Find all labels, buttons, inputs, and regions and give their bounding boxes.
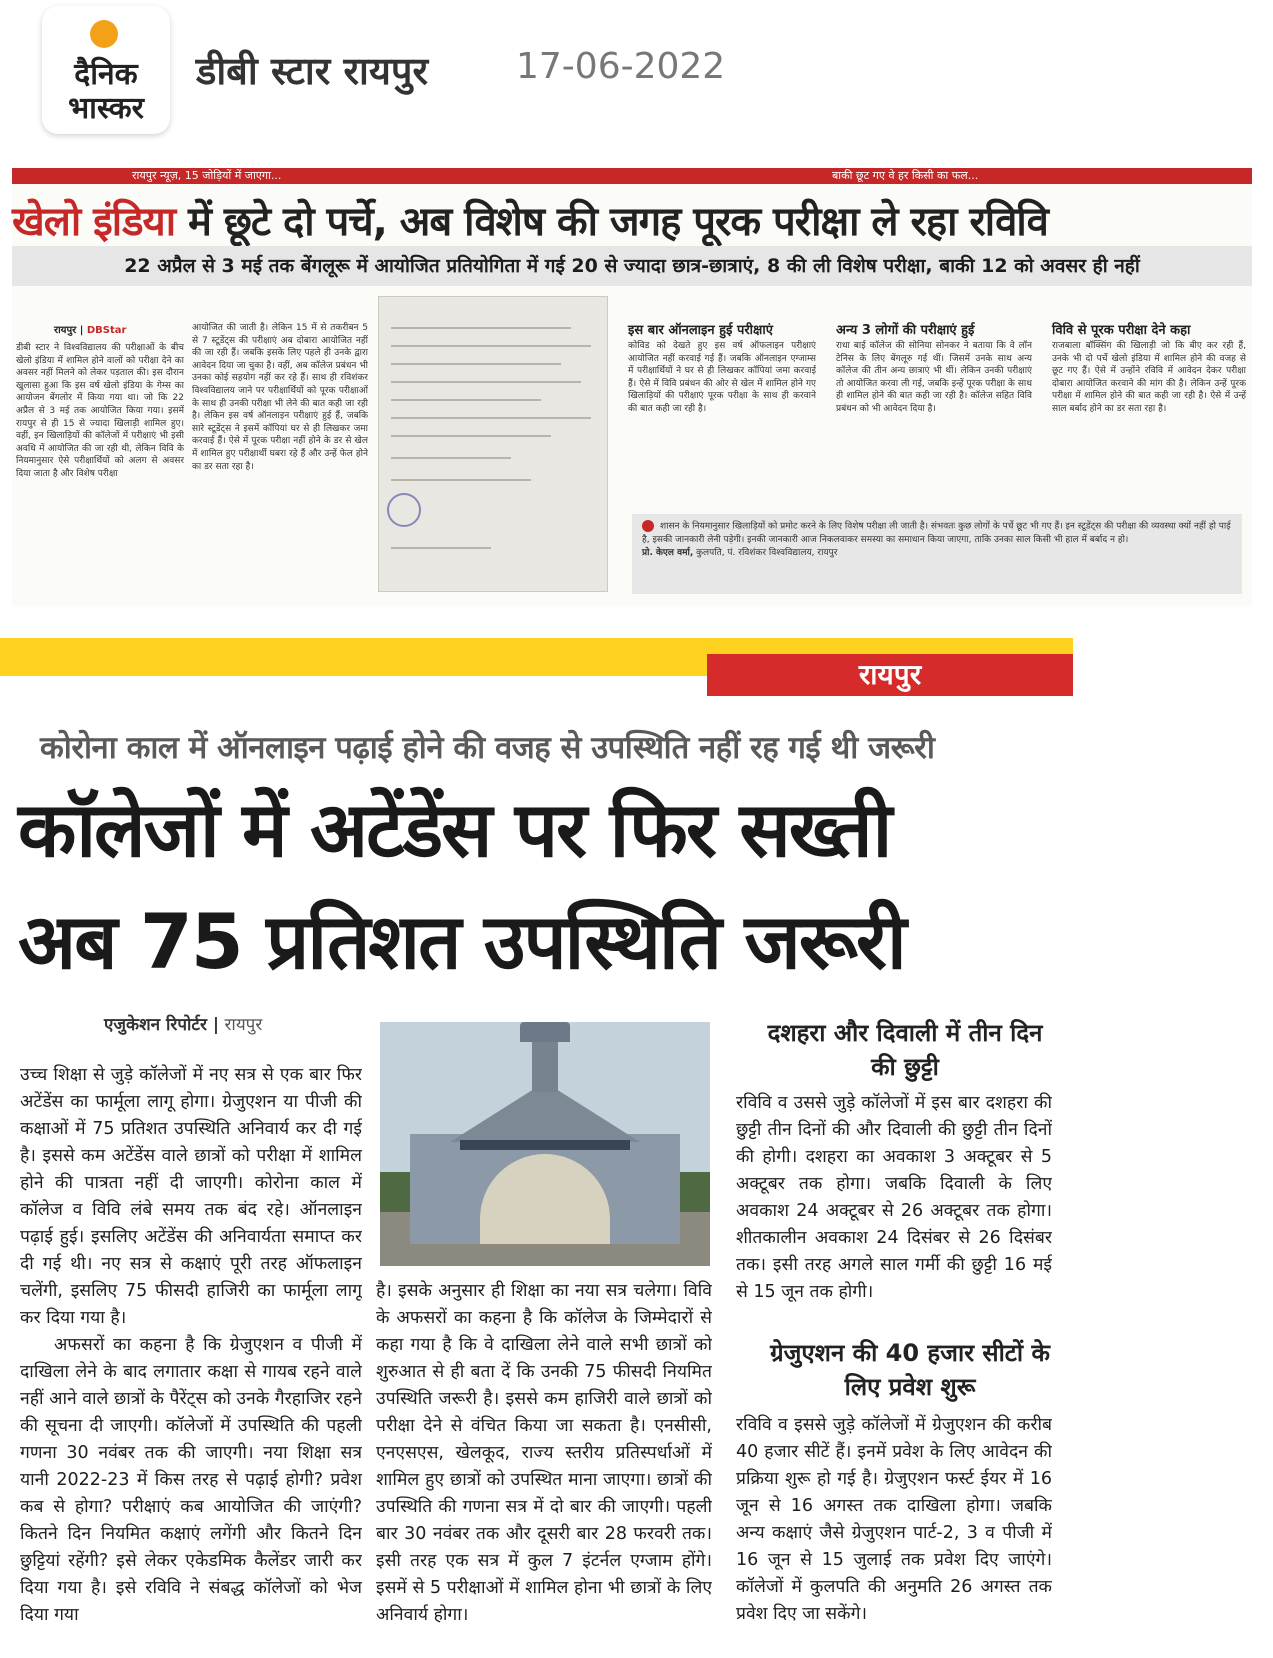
clip1-column-5-heading: विवि से पूरक परीक्षा देने कहा [1052, 323, 1191, 338]
clip2-byline [104, 1012, 262, 1035]
news-clipping-khelo-india [12, 168, 1252, 606]
clip2-subheading-holidays: दशहरा और दिवाली में तीन दिन की छुट्टी [767, 1019, 1043, 1081]
clip2-subheading-admissions: ग्रेजुएशन की 40 हजार सीटों के लिए प्रवेश शुरू [770, 1339, 1050, 1401]
clip1-column-1: डीबी स्टार ने विश्वविद्यालय की परीक्षाओं के बीच खेलो इंडिया में शामिल होने वालों को परीक्षा देने का अवसर नहीं मिलने को लेकर पड़ताल की। इस दौरान खुलासा हुआ कि इस वर्ष खेलो इंडिया के गेम्स का आयोजन बेंगलोर में किया गया था। जो कि 22 अप्रैल से 3 मई तक आयोजित किया गया। इसमें रायपुर से ही 15 से ज्यादा खिलाड़ी शामिल हुए। वहीं, इन खिलाड़ियों की कॉलेजों में परीक्षाएं भी इसी अवधि में आयोजित की जा रही थी, लेकिन विवि के नियमानुसार ऐसे परीक्षार्थियों को अलग से अवसर दिया जाता है और विशेष परीक्षा [16, 343, 184, 479]
byline-reporter: एजुकेशन रिपोर्टर | [104, 1015, 220, 1035]
clip1-column-3-heading: इस बार ऑनलाइन हुई परीक्षाएं [628, 323, 773, 338]
headline-highlight: खेलो इंडिया [12, 199, 176, 245]
stamp-icon [387, 493, 421, 527]
clip2-column-1 [20, 1062, 362, 1658]
clip2-headline-line1: कॉलेजों में अटेंडेंस पर फिर सख्ती [18, 785, 891, 874]
university-gate-photo [380, 1022, 710, 1266]
clip1-subheadline: 22 अप्रैल से 3 मई तक बेंगलूरू में आयोजित प्रतियोगिता में गई 20 से ज्यादा छात्र-छात्राएं, 8 की ली विशेष परीक्षा, बाकी 12 को अवसर ही नहीं [12, 246, 1252, 286]
clip2-headline-line2: अब 75 प्रतिशत उपस्थिति जरूरी [18, 897, 905, 986]
clip1-column-2: आयोजित की जाती है। लेकिन 15 में से तकरीबन 5 से 7 स्टूडेंट्स की परीक्षाएं अब दोबारा आयोजित नहीं की जा रही हैं। जबकि इसके लिए पहले ही उनके द्वारा आवेदन दिया जा चुका है। वहीं, अब कॉलेज प्रबंधन भी उनका कोई सहयोग नहीं कर रहे हैं। साथ ही रविशंकर विश्वविद्यालय जाने पर परीक्षार्थियों को पूरक परीक्षाओं के साथ ही उनकी परीक्षा भी लेने की बात कही जा रही है। लेकिन इस वर्ष ऑनलाइन परीक्षाएं हुई हैं, जबकि सारे स्टूडेंट्स ने इसमें कॉपियां घर से ही लिखकर जमा करवाई हैं। ऐसे में पूरक परीक्षा नहीं होने के डर से खेल में शामिल हुए परीक्षार्थी घबरा रहे हैं और उन्हें फेल होने का डर सता रहा है। [192, 323, 368, 472]
dainik-bhaskar-logo[interactable] [42, 6, 170, 134]
clip2-col1-paragraph-2: अफसरों का कहना है कि ग्रेजुएशन व पीजी में दाखिला लेने के बाद लगातार कक्षा से गायब रहने वाले नहीं आने वाले छात्रों के पैरेंट्स को उनके गैरहाजिर रहने की सूचना दी जाएगी। कॉलेजों में उपस्थिति की पहली गणना 30 नवंबर तक की जाएगी। नया शिक्षा सत्र यानी 2022-23 में किस तरह से पढ़ाई होगी? प्रवेश कब से होगा? परीक्षाएं कब आयोजित की जाएंगी? कितने दिन नियमित कक्षाएं लगेंगी और कितने दिन छुट्टियां रहेंगी? इसे लेकर एकेडमिक कैलेंडर जारी कर दिया गया है। इसे रविवि ने संबद्ध कॉलेजों को भेज दिया गया [20, 1335, 362, 1625]
clip1-byline [54, 322, 126, 336]
logo-text-line1: दैनिक [74, 57, 138, 92]
clip2-column-3-part-2: रविवि व इससे जुड़े कॉलेजों में ग्रेजुएशन की करीब 40 हजार सीटें हैं। इनमें प्रवेश के लिए आवेदन की प्रक्रिया शुरू हो गई है। ग्रेजुएशन फर्स्ट ईयर में 16 जून से 16 अगस्त तक दाखिला होगा। जबकि अन्य कक्षाएं जैसे ग्रेजुएशन पार्ट-2, 3 व पीजी में 16 जून से 15 जुलाई तक प्रवेश दिए जाएंगे। कॉलेजों में कुलपति की अनुमति 26 अगस्त तक प्रवेश दिए जा सकेंगे। [736, 1415, 1052, 1624]
clip2-kicker: कोरोना काल में ऑनलाइन पढ़ाई होने की वजह से उपस्थिति नहीं रह गई थी जरूरी [40, 730, 935, 766]
top-strip-right: बाकी छूट गए वे हर किसी का फल... [832, 169, 979, 182]
edition-date: 17-06-2022 [516, 46, 726, 87]
clip1-column-3: कोविड को देखते हुए इस वर्ष ऑफलाइन परीक्षाएं आयोजित नहीं करवाई गई हैं। जबकि ऑनलाइन एग्जाम्स में परीक्षार्थियों ने घर से ही लिखकर कॉपियां जमा करवाई हैं। ऐसे में विवि प्रबंधन की ओर से खेल में शामिल होने गए खिलाड़ियों की परीक्षाएं पूरक परीक्षा के साथ ही करवाने की बात कही जा रही है। [628, 341, 816, 414]
section-tag-raipur: रायपुर [707, 654, 1073, 696]
quote-text: शासन के नियमानुसार खिलाड़ियों को प्रमोट करने के लिए विशेष परीक्षा ली जाती है। संभवतः कुछ लोगों के पर्चे छूट भी गए हैं। इन स्टूडेंट्स की परीक्षा की व्यवस्था क्यों नहीं हो पाई है, इसकी जानकारी लेनी पड़ेगी। इनकी जानकारी आज निकलवाकर समस्या का समाधान किया जाएगा, ताकि उनका साल किसी भी हाल में बर्बाद न हो। [642, 521, 1231, 545]
byline-paper: DBStar [86, 325, 127, 336]
clip2-col1-paragraph-1: उच्च शिक्षा से जुड़े कॉलेजों में नए सत्र से एक बार फिर अटेंडेंस का फार्मूला लागू होगा। ग्रेजुएशन या पीजी की कक्षाओं में 75 प्रतिशत उपस्थिति अनिवार्य कर दी गई है। इससे कम अटेंडेंस वाले छात्रों को परीक्षा में शामिल होने की पात्रता नहीं दी जाएगी। कोरोना काल में कॉलेज व विवि लंबे समय तक बंद रहे। ऑनलाइन पढ़ाई हुई। इसलिए अटेंडेंस की अनिवार्यता समाप्त कर दी गई थी। नए सत्र से कक्षाएं पूरी तरह ऑफलाइन चलेंगी, इसलिए 75 फीसदी हाजिरी का फार्मूला लागू कर दिया गया है। [20, 1065, 362, 1328]
clip1-column-5: राजबाला बॉक्सिंग की खिलाड़ी जो कि बीए कर रही हैं, उनके भी दो पर्चे खेलो इंडिया में शामिल होने की वजह से छूट गए हैं। ऐसे में उन्होंने रविवि में आवेदन देकर परीक्षा दोबारा आयोजित करवाने की मांग की है। लेकिन उन्हें पूरक परीक्षा में शामिल होने की बात कही जा रही है। ऐसे में उन्हें साल बर्बाद होने का डर सता रहा है। [1052, 341, 1246, 414]
handwritten-application-photo [378, 296, 608, 592]
headline-rest: में छूटे दो पर्चे, अब विशेष की जगह पूरक परीक्षा ले रहा रविवि [175, 199, 1048, 245]
quote-mark-icon [642, 520, 654, 532]
sun-logo-icon [90, 20, 118, 48]
vice-chancellor-quote [632, 514, 1242, 594]
clip1-headline [12, 192, 1252, 247]
quote-signature: प्रो. केएल वर्मा, [642, 547, 694, 558]
post-header [0, 0, 1273, 150]
byline-city: रायपुर [219, 1015, 263, 1035]
clip2-column-3-part-1: रविवि व उससे जुड़े कॉलेजों में इस बार दशहरा की छुट्टी तीन दिनों की और दिवाली की छुट्टी तीन दिनों की होगी। दशहरा का अवकाश 3 अक्टूबर से 5 अक्टूबर तक होगा। जबकि दिवाली के लिए अवकाश 24 अक्टूबर से 26 अक्टूबर तक होगा। शीतकालीन अवकाश 24 दिसंबर से 26 दिसंबर तक। इसी तरह अगले साल गर्मी की छुट्टी 16 मई से 15 जून तक होगी। [736, 1093, 1052, 1302]
top-strip-left: रायपुर न्यूज़, 15 जोड़ियों में जाएगा... [132, 169, 282, 182]
quote-signature-title: कुलपति, पं. रविशंकर विश्वविद्यालय, रायपुर [693, 547, 838, 558]
clip1-column-4: राधा बाई कॉलेज की सोनिया सोनकर ने बताया कि वे लॉन टेनिस के लिए बेंगलूरु गई थीं। जिसमें उनके साथ अन्य कॉलेज की तीन अन्य छात्राएं भी थीं। लेकिन उनकी परीक्षाएं तो आयोजित करवा ली गई, जबकि इन्हें पूरक परीक्षा के साथ ही शामिल होने की बात कही जा रही है। कॉलेज सहित विवि प्रबंधन को भी आवेदन दिया है। [836, 341, 1032, 414]
byline-city: रायपुर | [54, 325, 84, 336]
logo-text-line2: भास्कर [68, 91, 144, 126]
clip2-column-2: है। इसके अनुसार ही शिक्षा का नया सत्र चलेगा। विवि के अफसरों का कहना है कि कॉलेज के जिम्मेदारों से कहा गया है कि वे दाखिला लेने वाले सभी छात्रों को शुरुआत से ही बता दें कि उनकी 75 फीसदी नियमित उपस्थिति जरूरी है। इससे कम हाजिरी वाले छात्रों को परीक्षा देने से वंचित किया जा सकता है। एनसीसी, एनएसएस, खेलकूद, राज्य स्तरीय प्रतिस्पर्धाओं में शामिल हुए छात्रों को उपस्थित माना जाएगा। छात्रों की उपस्थिति की गणना सत्र में दो बार की जाएगी। पहली बार 30 नवंबर तक और दूसरी बार 28 फरवरी तक। इसी तरह एक सत्र में कुल 7 इंटर्नल एग्जाम होंगे। इसमें से 5 परीक्षाओं में शामिल होना भी छात्रों के लिए अनिवार्य होगा। [376, 1281, 712, 1625]
edition-title: डीबी स्टार रायपुर [196, 49, 429, 93]
clip1-column-4-heading: अन्य 3 लोगों की परीक्षाएं हुई [836, 323, 975, 338]
